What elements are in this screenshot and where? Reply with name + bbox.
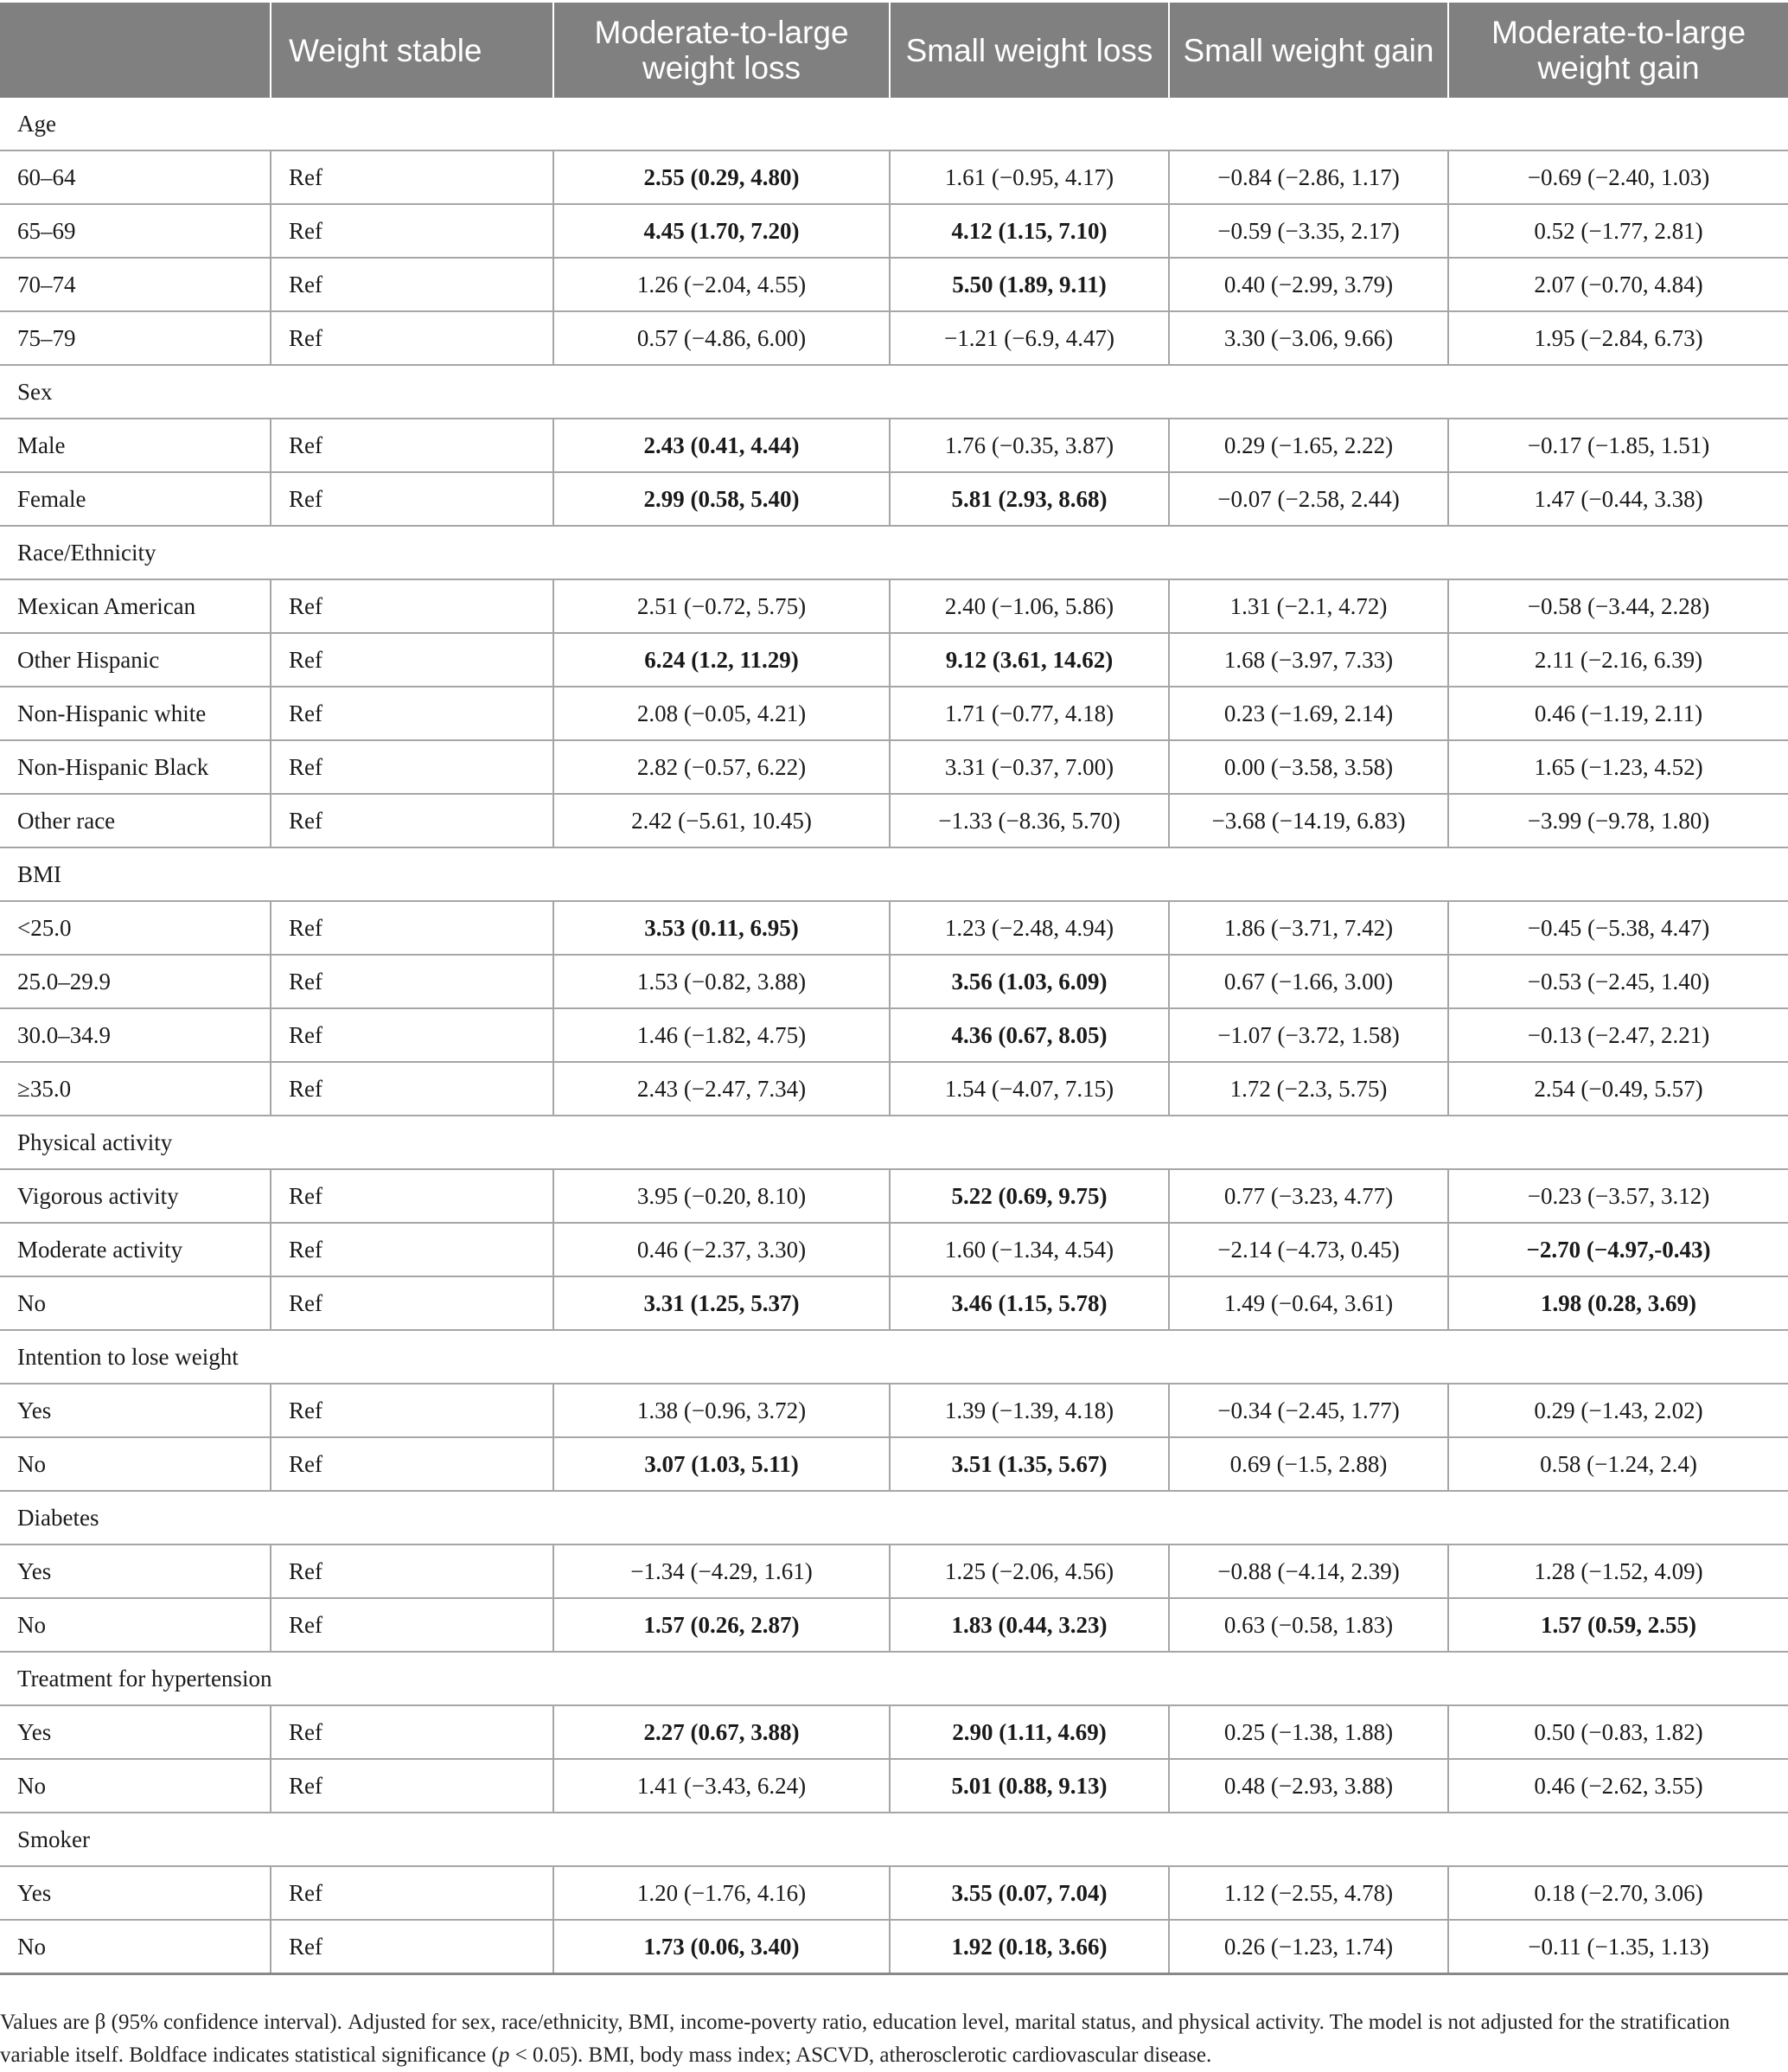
row-label: 60–64 bbox=[0, 150, 271, 204]
estimate-cell: 0.77 (−3.23, 4.77) bbox=[1169, 1169, 1448, 1223]
estimate-cell: 1.53 (−0.82, 3.88) bbox=[553, 955, 890, 1008]
estimate-cell: 3.51 (1.35, 5.67) bbox=[890, 1437, 1169, 1491]
estimate-cell: 1.54 (−4.07, 7.15) bbox=[890, 1062, 1169, 1116]
estimate-cell: −0.13 (−2.47, 2.21) bbox=[1448, 1008, 1788, 1062]
table-row bbox=[0, 1759, 1788, 1813]
estimate-cell: 1.49 (−0.64, 3.61) bbox=[1169, 1276, 1448, 1330]
estimate-cell: 0.52 (−1.77, 2.81) bbox=[1448, 204, 1788, 258]
estimate-cell: 1.98 (0.28, 3.69) bbox=[1448, 1276, 1788, 1330]
row-label: No bbox=[0, 1437, 271, 1491]
reference-cell: Ref bbox=[271, 1866, 553, 1920]
row-label: Yes bbox=[0, 1866, 271, 1920]
section-row bbox=[0, 1491, 1788, 1544]
table-row bbox=[0, 258, 1788, 311]
table-row bbox=[0, 1008, 1788, 1062]
estimate-cell: 0.18 (−2.70, 3.06) bbox=[1448, 1866, 1788, 1920]
row-label: ≥35.0 bbox=[0, 1062, 271, 1116]
table-row bbox=[0, 901, 1788, 955]
table-row bbox=[0, 1223, 1788, 1276]
estimate-cell: −0.11 (−1.35, 1.13) bbox=[1448, 1920, 1788, 1974]
section-title: Smoker bbox=[0, 1813, 1788, 1866]
results-table bbox=[0, 3, 1788, 1975]
estimate-cell: 3.07 (1.03, 5.11) bbox=[553, 1437, 890, 1491]
reference-cell: Ref bbox=[271, 1705, 553, 1759]
estimate-cell: −0.23 (−3.57, 3.12) bbox=[1448, 1169, 1788, 1223]
table-row bbox=[0, 1169, 1788, 1223]
estimate-cell: −3.68 (−14.19, 6.83) bbox=[1169, 794, 1448, 847]
estimate-cell: 3.31 (−0.37, 7.00) bbox=[890, 740, 1169, 794]
header-small-loss: Small weight loss bbox=[890, 3, 1169, 98]
estimate-cell: 0.63 (−0.58, 1.83) bbox=[1169, 1598, 1448, 1652]
estimate-cell: 2.43 (0.41, 4.44) bbox=[553, 419, 890, 472]
estimate-cell: 2.11 (−2.16, 6.39) bbox=[1448, 633, 1788, 687]
estimate-cell: 3.30 (−3.06, 9.66) bbox=[1169, 311, 1448, 365]
estimate-cell: 0.46 (−1.19, 2.11) bbox=[1448, 687, 1788, 740]
reference-cell: Ref bbox=[271, 1276, 553, 1330]
estimate-cell: 0.46 (−2.37, 3.30) bbox=[553, 1223, 890, 1276]
estimate-cell: 1.26 (−2.04, 4.55) bbox=[553, 258, 890, 311]
estimate-cell: 3.95 (−0.20, 8.10) bbox=[553, 1169, 890, 1223]
section-row bbox=[0, 1813, 1788, 1866]
estimate-cell: 0.48 (−2.93, 3.88) bbox=[1169, 1759, 1448, 1813]
table-row bbox=[0, 1437, 1788, 1491]
estimate-cell: −1.07 (−3.72, 1.58) bbox=[1169, 1008, 1448, 1062]
reference-cell: Ref bbox=[271, 1437, 553, 1491]
table-row bbox=[0, 1920, 1788, 1974]
estimate-cell: −0.17 (−1.85, 1.51) bbox=[1448, 419, 1788, 472]
section-row bbox=[0, 526, 1788, 579]
table-row bbox=[0, 204, 1788, 258]
header-row bbox=[0, 3, 1788, 98]
row-label: Female bbox=[0, 472, 271, 526]
estimate-cell: 2.43 (−2.47, 7.34) bbox=[553, 1062, 890, 1116]
estimate-cell: 3.56 (1.03, 6.09) bbox=[890, 955, 1169, 1008]
row-label: No bbox=[0, 1759, 271, 1813]
reference-cell: Ref bbox=[271, 794, 553, 847]
table-row bbox=[0, 1705, 1788, 1759]
row-label: <25.0 bbox=[0, 901, 271, 955]
row-label: Male bbox=[0, 419, 271, 472]
estimate-cell: 1.86 (−3.71, 7.42) bbox=[1169, 901, 1448, 955]
section-title: Physical activity bbox=[0, 1116, 1788, 1169]
estimate-cell: 1.65 (−1.23, 4.52) bbox=[1448, 740, 1788, 794]
estimate-cell: −0.53 (−2.45, 1.40) bbox=[1448, 955, 1788, 1008]
table-header bbox=[0, 3, 1788, 98]
estimate-cell: 3.55 (0.07, 7.04) bbox=[890, 1866, 1169, 1920]
estimate-cell: 1.95 (−2.84, 6.73) bbox=[1448, 311, 1788, 365]
estimate-cell: 1.61 (−0.95, 4.17) bbox=[890, 150, 1169, 204]
estimate-cell: −0.59 (−3.35, 2.17) bbox=[1169, 204, 1448, 258]
row-label: No bbox=[0, 1598, 271, 1652]
estimate-cell: 0.67 (−1.66, 3.00) bbox=[1169, 955, 1448, 1008]
header-small-gain: Small weight gain bbox=[1169, 3, 1448, 98]
estimate-cell: −0.58 (−3.44, 2.28) bbox=[1448, 579, 1788, 633]
estimate-cell: 0.69 (−1.5, 2.88) bbox=[1169, 1437, 1448, 1491]
estimate-cell: 2.51 (−0.72, 5.75) bbox=[553, 579, 890, 633]
reference-cell: Ref bbox=[271, 1062, 553, 1116]
estimate-cell: 1.60 (−1.34, 4.54) bbox=[890, 1223, 1169, 1276]
section-row bbox=[0, 1116, 1788, 1169]
reference-cell: Ref bbox=[271, 1759, 553, 1813]
row-label: Yes bbox=[0, 1384, 271, 1437]
estimate-cell: −0.84 (−2.86, 1.17) bbox=[1169, 150, 1448, 204]
row-label: Mexican American bbox=[0, 579, 271, 633]
estimate-cell: 0.57 (−4.86, 6.00) bbox=[553, 311, 890, 365]
row-label: No bbox=[0, 1276, 271, 1330]
reference-cell: Ref bbox=[271, 150, 553, 204]
estimate-cell: 2.07 (−0.70, 4.84) bbox=[1448, 258, 1788, 311]
estimate-cell: 1.73 (0.06, 3.40) bbox=[553, 1920, 890, 1974]
estimate-cell: 9.12 (3.61, 14.62) bbox=[890, 633, 1169, 687]
table-row bbox=[0, 633, 1788, 687]
reference-cell: Ref bbox=[271, 1544, 553, 1598]
estimate-cell: −1.33 (−8.36, 5.70) bbox=[890, 794, 1169, 847]
estimate-cell: 2.54 (−0.49, 5.57) bbox=[1448, 1062, 1788, 1116]
row-label: Non-Hispanic white bbox=[0, 687, 271, 740]
row-label: No bbox=[0, 1920, 271, 1974]
reference-cell: Ref bbox=[271, 901, 553, 955]
reference-cell: Ref bbox=[271, 1920, 553, 1974]
estimate-cell: 1.31 (−2.1, 4.72) bbox=[1169, 579, 1448, 633]
reference-cell: Ref bbox=[271, 687, 553, 740]
header-moderate-large-loss: Moderate-to-large weight loss bbox=[553, 3, 890, 98]
table-row bbox=[0, 472, 1788, 526]
row-label: 75–79 bbox=[0, 311, 271, 365]
reference-cell: Ref bbox=[271, 419, 553, 472]
reference-cell: Ref bbox=[271, 472, 553, 526]
reference-cell: Ref bbox=[271, 740, 553, 794]
section-title: Sex bbox=[0, 365, 1788, 419]
row-label: Yes bbox=[0, 1705, 271, 1759]
table-row bbox=[0, 1544, 1788, 1598]
estimate-cell: 1.71 (−0.77, 4.18) bbox=[890, 687, 1169, 740]
footnote-p-symbol: p bbox=[498, 2043, 510, 2067]
table-row bbox=[0, 1276, 1788, 1330]
section-title: Intention to lose weight bbox=[0, 1330, 1788, 1384]
header-stub bbox=[0, 3, 271, 98]
estimate-cell: 1.12 (−2.55, 4.78) bbox=[1169, 1866, 1448, 1920]
reference-cell: Ref bbox=[271, 579, 553, 633]
estimate-cell: 1.57 (0.26, 2.87) bbox=[553, 1598, 890, 1652]
section-row bbox=[0, 1330, 1788, 1384]
estimate-cell: 1.92 (0.18, 3.66) bbox=[890, 1920, 1169, 1974]
estimate-cell: 0.50 (−0.83, 1.82) bbox=[1448, 1705, 1788, 1759]
estimate-cell: 2.42 (−5.61, 10.45) bbox=[553, 794, 890, 847]
estimate-cell: 0.26 (−1.23, 1.74) bbox=[1169, 1920, 1448, 1974]
section-row bbox=[0, 847, 1788, 901]
estimate-cell: 5.22 (0.69, 9.75) bbox=[890, 1169, 1169, 1223]
reference-cell: Ref bbox=[271, 1223, 553, 1276]
row-label: Yes bbox=[0, 1544, 271, 1598]
estimate-cell: 1.38 (−0.96, 3.72) bbox=[553, 1384, 890, 1437]
row-label: 25.0–29.9 bbox=[0, 955, 271, 1008]
reference-cell: Ref bbox=[271, 1384, 553, 1437]
estimate-cell: 2.90 (1.11, 4.69) bbox=[890, 1705, 1169, 1759]
row-label: Other Hispanic bbox=[0, 633, 271, 687]
table-row bbox=[0, 150, 1788, 204]
footnote-text-before: Values are β (95% confidence interval). Adjusted for sex, race/ethnicity, BMI, income-poverty ratio, education level, marital status, and physical activity. The model is not adjusted for the stratification variable itself. Boldface indicates statistical significance ( bbox=[0, 2011, 1730, 2067]
estimate-cell: 0.46 (−2.62, 3.55) bbox=[1448, 1759, 1788, 1813]
table-row bbox=[0, 740, 1788, 794]
row-label: Non-Hispanic Black bbox=[0, 740, 271, 794]
section-row bbox=[0, 98, 1788, 150]
estimate-cell: −0.45 (−5.38, 4.47) bbox=[1448, 901, 1788, 955]
section-row bbox=[0, 1652, 1788, 1705]
estimate-cell: 3.31 (1.25, 5.37) bbox=[553, 1276, 890, 1330]
estimate-cell: 0.23 (−1.69, 2.14) bbox=[1169, 687, 1448, 740]
row-label: Other race bbox=[0, 794, 271, 847]
section-title: Race/Ethnicity bbox=[0, 526, 1788, 579]
table-row bbox=[0, 579, 1788, 633]
estimate-cell: 6.24 (1.2, 11.29) bbox=[553, 633, 890, 687]
estimate-cell: 4.45 (1.70, 7.20) bbox=[553, 204, 890, 258]
table-row bbox=[0, 687, 1788, 740]
estimate-cell: 2.08 (−0.05, 4.21) bbox=[553, 687, 890, 740]
estimate-cell: 1.47 (−0.44, 3.38) bbox=[1448, 472, 1788, 526]
estimate-cell: 0.25 (−1.38, 1.88) bbox=[1169, 1705, 1448, 1759]
reference-cell: Ref bbox=[271, 204, 553, 258]
estimate-cell: 0.00 (−3.58, 3.58) bbox=[1169, 740, 1448, 794]
table-row bbox=[0, 1598, 1788, 1652]
row-label: Vigorous activity bbox=[0, 1169, 271, 1223]
estimate-cell: 0.58 (−1.24, 2.4) bbox=[1448, 1437, 1788, 1491]
row-label: Moderate activity bbox=[0, 1223, 271, 1276]
section-title: Diabetes bbox=[0, 1491, 1788, 1544]
estimate-cell: −1.21 (−6.9, 4.47) bbox=[890, 311, 1169, 365]
estimate-cell: 1.46 (−1.82, 4.75) bbox=[553, 1008, 890, 1062]
estimate-cell: 2.40 (−1.06, 5.86) bbox=[890, 579, 1169, 633]
estimate-cell: 1.28 (−1.52, 4.09) bbox=[1448, 1544, 1788, 1598]
table-row bbox=[0, 1062, 1788, 1116]
reference-cell: Ref bbox=[271, 955, 553, 1008]
estimate-cell: 0.40 (−2.99, 3.79) bbox=[1169, 258, 1448, 311]
section-row bbox=[0, 365, 1788, 419]
table-row bbox=[0, 311, 1788, 365]
estimate-cell: 1.41 (−3.43, 6.24) bbox=[553, 1759, 890, 1813]
table-footnote bbox=[0, 2006, 1781, 2072]
table-row bbox=[0, 1866, 1788, 1920]
estimate-cell: 1.39 (−1.39, 4.18) bbox=[890, 1384, 1169, 1437]
table-row bbox=[0, 419, 1788, 472]
estimate-cell: 1.83 (0.44, 3.23) bbox=[890, 1598, 1169, 1652]
reference-cell: Ref bbox=[271, 1169, 553, 1223]
reference-cell: Ref bbox=[271, 311, 553, 365]
section-title: Treatment for hypertension bbox=[0, 1652, 1788, 1705]
estimate-cell: −0.88 (−4.14, 2.39) bbox=[1169, 1544, 1448, 1598]
table-row bbox=[0, 794, 1788, 847]
estimate-cell: 1.57 (0.59, 2.55) bbox=[1448, 1598, 1788, 1652]
header-weight-stable: Weight stable bbox=[271, 3, 553, 98]
row-label: 70–74 bbox=[0, 258, 271, 311]
estimate-cell: 2.99 (0.58, 5.40) bbox=[553, 472, 890, 526]
estimate-cell: 5.50 (1.89, 9.11) bbox=[890, 258, 1169, 311]
estimate-cell: 1.23 (−2.48, 4.94) bbox=[890, 901, 1169, 955]
estimate-cell: 4.12 (1.15, 7.10) bbox=[890, 204, 1169, 258]
estimate-cell: 1.25 (−2.06, 4.56) bbox=[890, 1544, 1169, 1598]
estimate-cell: 5.81 (2.93, 8.68) bbox=[890, 472, 1169, 526]
estimate-cell: 4.36 (0.67, 8.05) bbox=[890, 1008, 1169, 1062]
section-title: BMI bbox=[0, 847, 1788, 901]
section-title: Age bbox=[0, 98, 1788, 150]
header-moderate-large-gain: Moderate-to-large weight gain bbox=[1448, 3, 1788, 98]
table-body bbox=[0, 98, 1788, 1974]
estimate-cell: 2.27 (0.67, 3.88) bbox=[553, 1705, 890, 1759]
estimate-cell: −2.70 (−4.97,-0.43) bbox=[1448, 1223, 1788, 1276]
estimate-cell: 3.53 (0.11, 6.95) bbox=[553, 901, 890, 955]
reference-cell: Ref bbox=[271, 258, 553, 311]
estimate-cell: 0.29 (−1.65, 2.22) bbox=[1169, 419, 1448, 472]
estimate-cell: 1.68 (−3.97, 7.33) bbox=[1169, 633, 1448, 687]
estimate-cell: 5.01 (0.88, 9.13) bbox=[890, 1759, 1169, 1813]
reference-cell: Ref bbox=[271, 633, 553, 687]
estimate-cell: 1.20 (−1.76, 4.16) bbox=[553, 1866, 890, 1920]
estimate-cell: 1.72 (−2.3, 5.75) bbox=[1169, 1062, 1448, 1116]
reference-cell: Ref bbox=[271, 1008, 553, 1062]
estimate-cell: −0.07 (−2.58, 2.44) bbox=[1169, 472, 1448, 526]
row-label: 65–69 bbox=[0, 204, 271, 258]
row-label: 30.0–34.9 bbox=[0, 1008, 271, 1062]
estimate-cell: −3.99 (−9.78, 1.80) bbox=[1448, 794, 1788, 847]
estimate-cell: −0.34 (−2.45, 1.77) bbox=[1169, 1384, 1448, 1437]
estimate-cell: −0.69 (−2.40, 1.03) bbox=[1448, 150, 1788, 204]
estimate-cell: −1.34 (−4.29, 1.61) bbox=[553, 1544, 890, 1598]
table-row bbox=[0, 955, 1788, 1008]
estimate-cell: −2.14 (−4.73, 0.45) bbox=[1169, 1223, 1448, 1276]
footnote-text-after: < 0.05). BMI, body mass index; ASCVD, atherosclerotic cardiovascular disease. bbox=[509, 2043, 1212, 2067]
estimate-cell: 0.29 (−1.43, 2.02) bbox=[1448, 1384, 1788, 1437]
table-row bbox=[0, 1384, 1788, 1437]
reference-cell: Ref bbox=[271, 1598, 553, 1652]
estimate-cell: 2.55 (0.29, 4.80) bbox=[553, 150, 890, 204]
estimate-cell: 3.46 (1.15, 5.78) bbox=[890, 1276, 1169, 1330]
estimate-cell: 2.82 (−0.57, 6.22) bbox=[553, 740, 890, 794]
estimate-cell: 1.76 (−0.35, 3.87) bbox=[890, 419, 1169, 472]
